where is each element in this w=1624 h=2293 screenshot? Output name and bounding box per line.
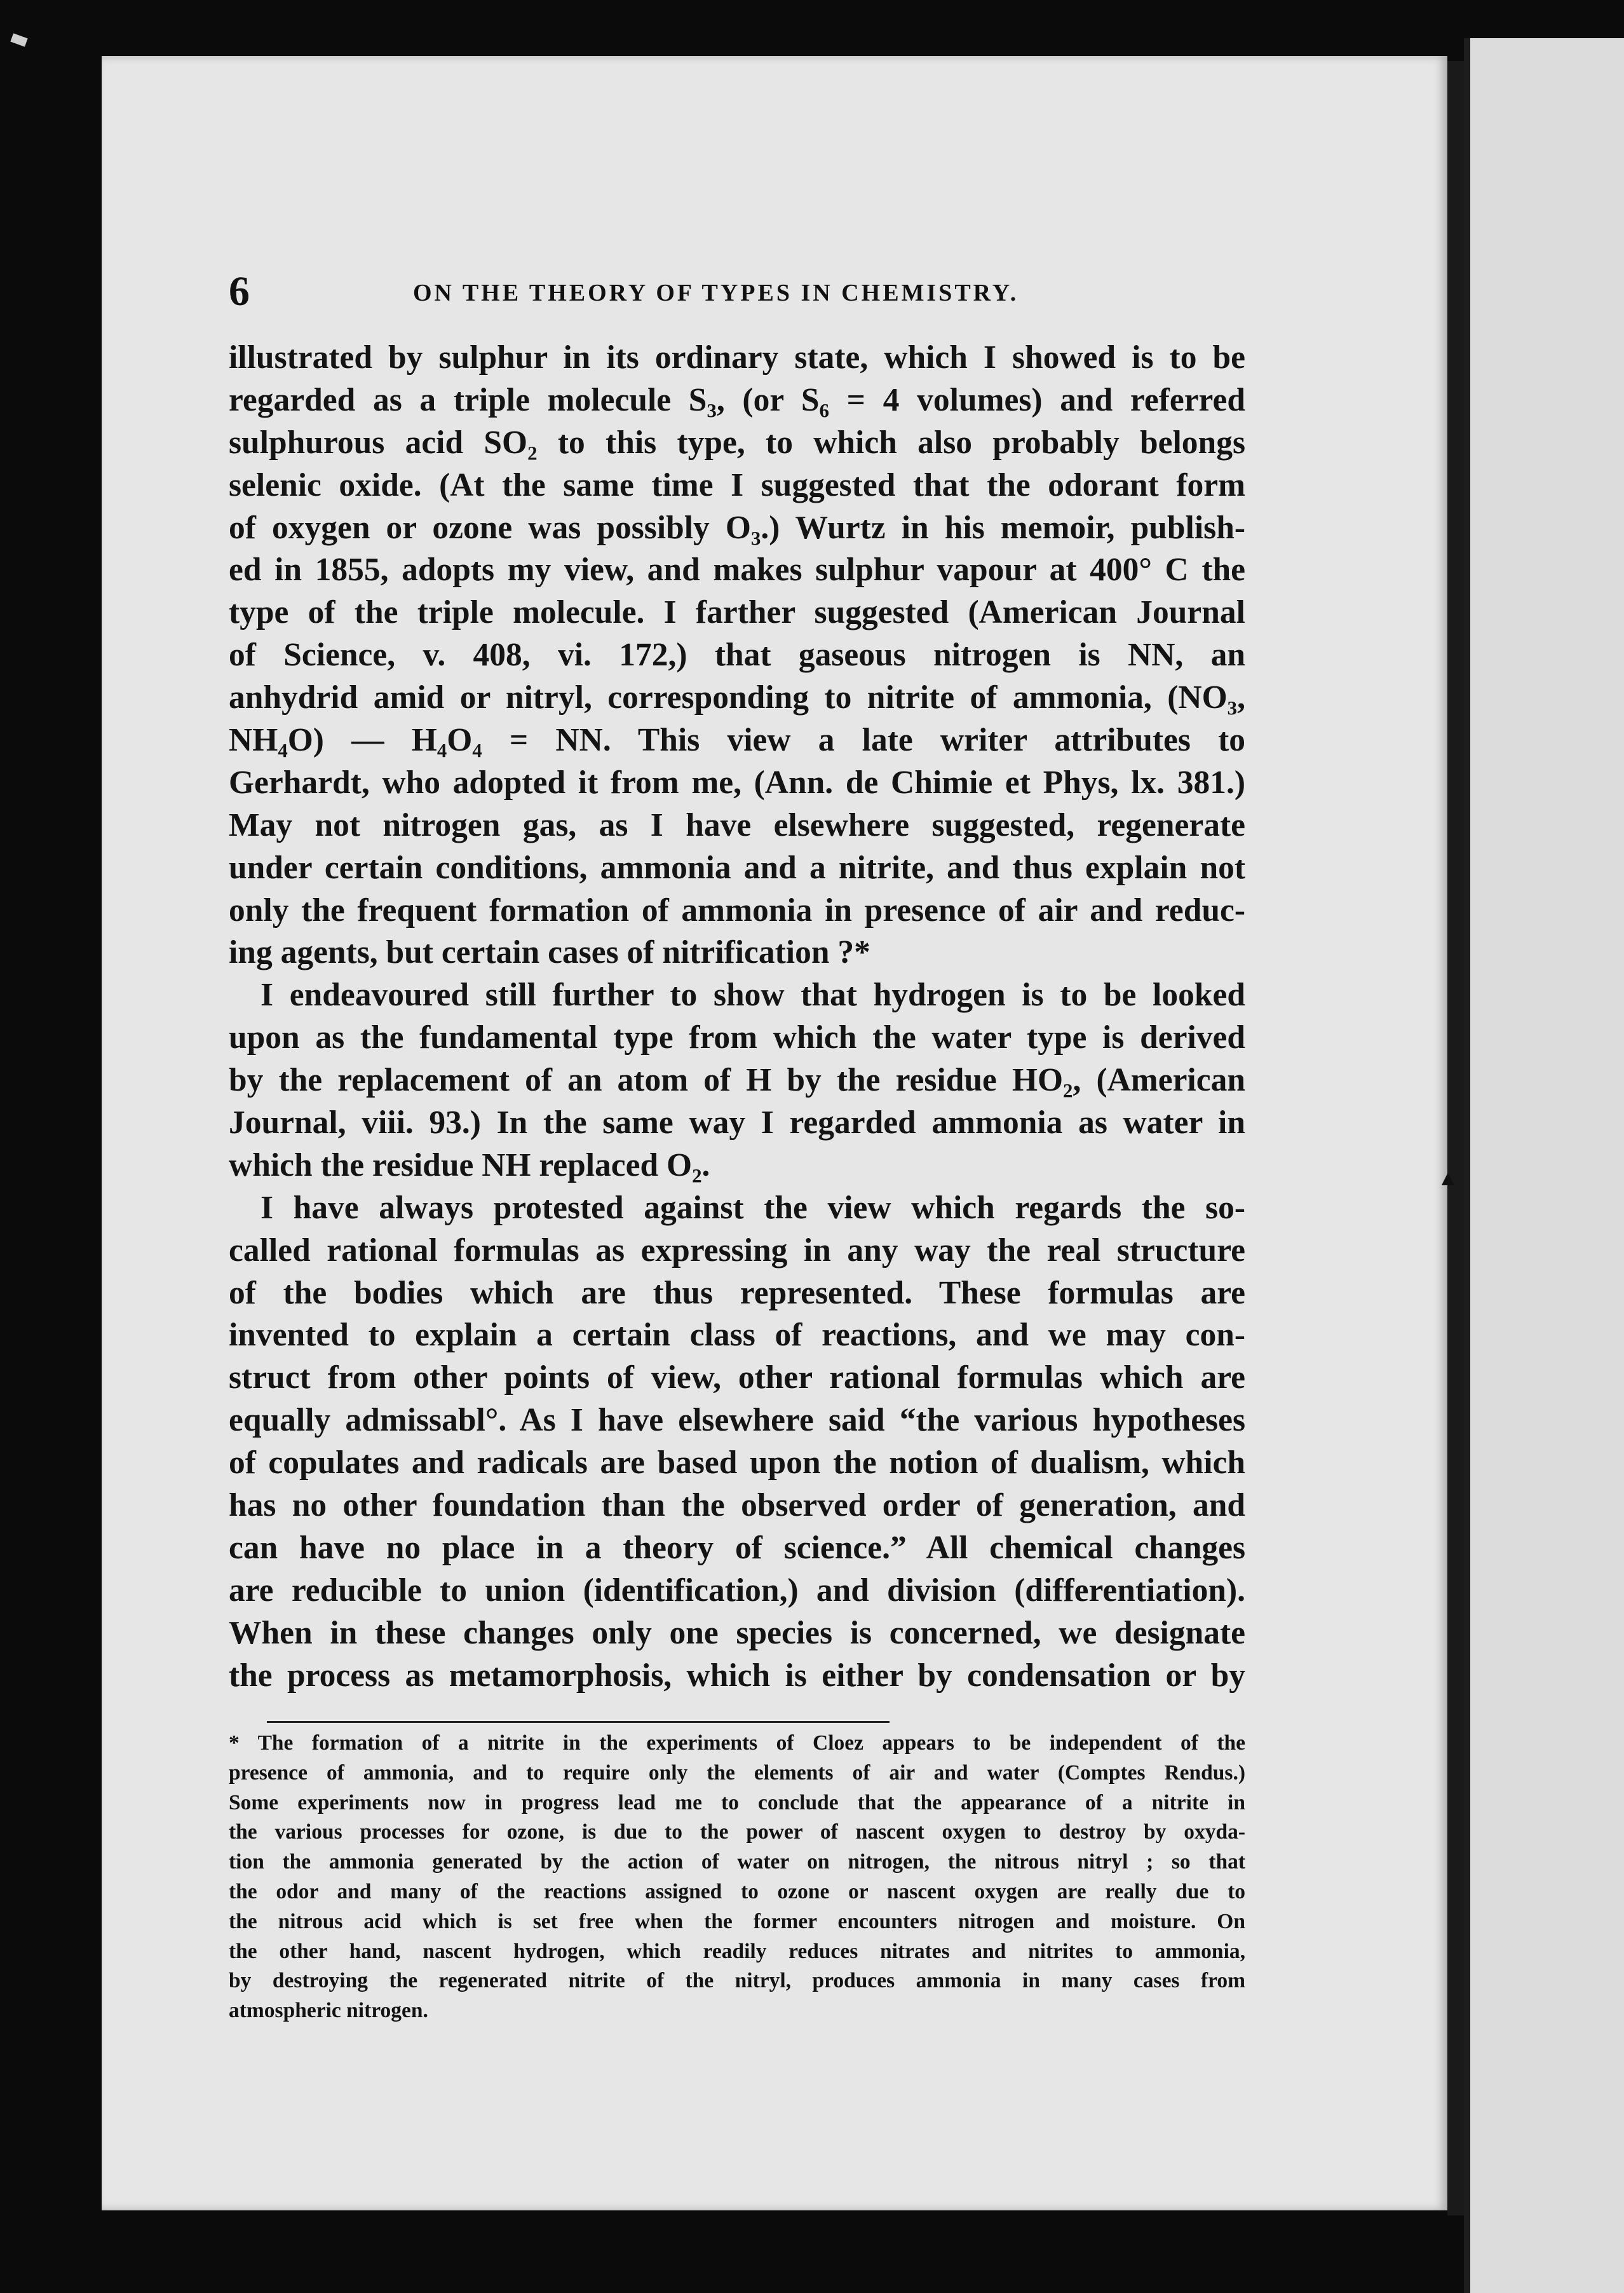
body-line: of Science, v. 408, vi. 172,) that gaseous nitrogen is NN, an (229, 637, 1245, 674)
body-line: I have always protested against the view which regards the so- (261, 1189, 1245, 1226)
body-line: selenic oxide. (At the same time I suggested that the odorant form (229, 466, 1245, 503)
footnote-line: Some experiments now in progress lead me to conclude that the appearance of a nitrite in (229, 1790, 1245, 1814)
body-line: Journal, viii. 93.) In the same way I regarded ammonia as water in (229, 1105, 1245, 1141)
footnote-line: atmospheric nitrogen. (229, 1999, 428, 2023)
footnote-line: the odor and many of the reactions assigned to ozone or nascent oxygen are really due to (229, 1879, 1245, 1903)
footnote-line: by destroying the regenerated nitrite of the nitryl, produces ammonia in many cases from (229, 1969, 1245, 1993)
body-line: NH₄O) — H₄O₄ = NN. This view a late writer attributes to (229, 722, 1245, 759)
footnote-line: the nitrous acid which is set free when the former encounters nitrogen and moisture. On (229, 1909, 1245, 1933)
body-line: equally admissabl°. As I have elsewhere said “the various hypotheses (229, 1402, 1245, 1439)
footnote-line: the various processes for ozone, is due to the power of nascent oxygen to destroy by oxyda- (229, 1820, 1245, 1844)
page-header (229, 269, 1252, 314)
body-line: of the bodies which are thus represented. These formulas are (229, 1274, 1245, 1311)
body-line: sulphurous acid SO₂ to this type, to which also probably belongs (229, 424, 1245, 461)
body-line: called rational formulas as expressing in any way the real structure (229, 1232, 1245, 1269)
footnote-line: presence of ammonia, and to require only the elements of air and water (Comptes Rendus.) (229, 1760, 1245, 1785)
body-line: of copulates and radicals are based upon the notion of dualism, which (229, 1445, 1245, 1481)
page-gutter-shadow (1447, 61, 1464, 2215)
body-line: type of the triple molecule. I farther suggested (American Journal (229, 594, 1245, 631)
adjacent-page-edge (1464, 38, 1624, 2293)
body-line: Gerhardt, who adopted it from me, (Ann. de Chimie et Phys, lx. 381.) (229, 764, 1245, 801)
body-line: by the replacement of an atom of H by the residue HO₂, (American (229, 1062, 1245, 1099)
body-line: regarded as a triple molecule S₃, (or S₆ = 4 volumes) and referred (229, 381, 1245, 418)
body-line: the process as metamorphosis, which is either by condensation or by (229, 1657, 1245, 1694)
running-title: ON THE THEORY OF TYPES IN CHEMISTRY. (413, 280, 1019, 306)
margin-mark-icon: ▲ (1437, 1167, 1459, 1190)
footnote-line: the other hand, nascent hydrogen, which readily reduces nitrates and nitrites to ammonia, (229, 1939, 1245, 1963)
body-line: struct from other points of view, other rational formulas which are (229, 1359, 1245, 1396)
body-line: are reducible to union (identification,) and division (differentiation). (229, 1572, 1245, 1609)
body-line: upon as the fundamental type from which the water type is derived (229, 1019, 1245, 1056)
scan-corner-mark (10, 33, 27, 46)
body-line: ed in 1855, adopts my view, and makes sulphur vapour at 400° C the (229, 552, 1245, 589)
body-line: can have no place in a theory of science.” All chemical changes (229, 1529, 1245, 1566)
footnote (229, 1729, 1245, 2026)
body-line: May not nitrogen gas, as I have elsewhere suggested, regenerate (229, 806, 1245, 843)
body-text (229, 337, 1245, 1698)
body-line: invented to explain a certain class of reactions, and we may con- (229, 1317, 1245, 1354)
body-line: only the frequent formation of ammonia in presence of air and reduc- (229, 892, 1245, 929)
body-line: ing agents, but certain cases of nitrification ?* (229, 934, 870, 971)
body-line: has no other foundation than the observed order of generation, and (229, 1487, 1245, 1524)
footnote-line: tion the ammonia generated by the action of water on nitrogen, the nitrous nitryl ; so that (229, 1850, 1245, 1874)
body-line: When in these changes only one species is concerned, we designate (229, 1614, 1245, 1651)
footnote-rule (267, 1721, 890, 1723)
footnote-line: * The formation of a nitrite in the experiments of Cloez appears to be independent of the (229, 1731, 1245, 1755)
body-line: under certain conditions, ammonia and a nitrite, and thus explain not (229, 849, 1245, 886)
body-line: which the residue NH replaced O₂. (229, 1146, 710, 1183)
adjacent-page-divider (1464, 38, 1470, 2293)
body-line: illustrated by sulphur in its ordinary state, which I showed is to be (229, 339, 1245, 376)
page-number: 6 (229, 268, 250, 315)
body-line: of oxygen or ozone was possibly O₃.) Wurtz in his memoir, publish- (229, 509, 1245, 546)
body-line: I endeavoured still further to show that hydrogen is to be looked (261, 977, 1245, 1014)
body-line: anhydrid amid or nitryl, corresponding to nitrite of ammonia, (NO₃, (229, 679, 1245, 716)
